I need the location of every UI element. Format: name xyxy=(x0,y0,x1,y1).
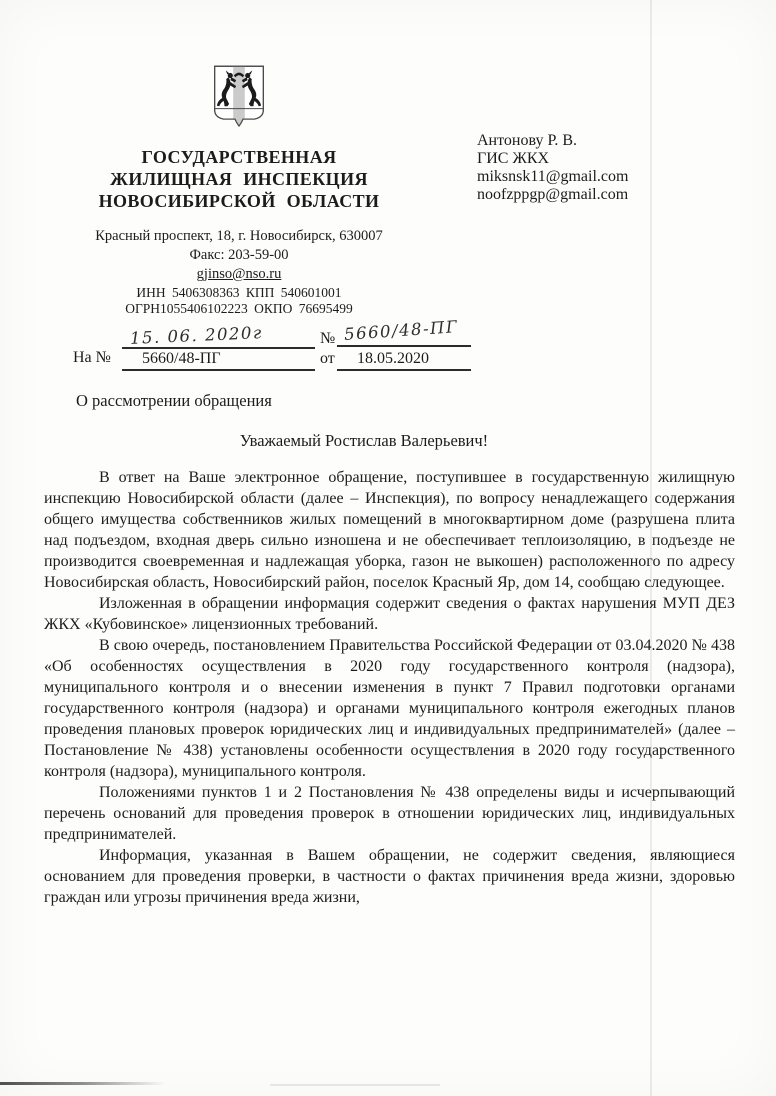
org-fax: Факс: 203-59-00 xyxy=(189,247,289,263)
outgoing-date-handwritten: 15. 06. 2020г xyxy=(129,323,264,348)
letterhead xyxy=(55,64,423,316)
org-name-line-3: НОВОСИБИРСКОЙ ОБЛАСТИ xyxy=(98,191,380,211)
recipient-name: Антонову Р. В. xyxy=(477,132,578,149)
date-underline xyxy=(122,347,315,349)
number-sign-label: № xyxy=(320,330,336,347)
incoming-number-underline xyxy=(122,369,315,371)
recipient-email-primary: miksnsk11@gmail.com xyxy=(477,168,629,185)
body-paragraph: В свою очередь, постановлением Правительства Российской Федерации от 03.04.2020 № 438 «Об особенностях осуществления в 2020 году государственного контроля (надзора), муниципального контроля и о внесении изменения в пункт 7 Правил подготовки органами государственного контроля (надзора) и органами муниципального контроля ежегодных планов проведения плановых проверок юридических лиц и индивидуальных предпринимателей» (далее – Постановление № 438) установлены особенности осуществления в 2020 году государственного контроля (надзора), муниципального контроля. xyxy=(44,637,735,780)
scan-artifact-bottom-smear xyxy=(0,1082,165,1085)
scan-artifact-bottom-faint-line xyxy=(270,1084,440,1086)
body-paragraph: Положениями пунктов 1 и 2 Постановления № 438 определены виды и исчерпывающий перечень оснований для проведения проверок в отношении юридических лиц, индивидуальных предпринимателей. xyxy=(44,784,735,843)
org-address: Красный проспект, 18, г. Новосибирск, 630007 xyxy=(95,228,383,244)
salutation: Уважаемый Ростислав Валерьевич! xyxy=(239,431,489,450)
body-paragraph: Изложенная в обращении информация содержит сведения о фактах нарушения МУП ДЕЗ ЖКХ «Кубовинское» лицензионных требований. xyxy=(44,595,735,633)
incoming-label: На № xyxy=(73,349,111,366)
incoming-number: 5660/48-ПГ xyxy=(142,350,221,367)
outgoing-number-handwritten: 5660/48-ПГ xyxy=(343,317,459,344)
org-name-line-2: ЖИЛИЩНАЯ ИНСПЕКЦИЯ xyxy=(110,169,368,189)
letter-body xyxy=(44,467,735,908)
incoming-date-underline xyxy=(337,369,471,371)
recipient-system: ГИС ЖКХ xyxy=(477,150,550,167)
from-label: от xyxy=(320,350,335,367)
body-paragraph: Информация, указанная в Вашем обращении, не содержит сведения, являющиеся основанием для проведения проверки, в частности о фактах причинения вреда жизни, здоровью граждан или угрозы причинения вреда жизни, xyxy=(44,847,735,906)
org-inn-kpp: ИНН 5406308363 КПП 540601001 xyxy=(136,285,342,300)
body-paragraph: В ответ на Ваше электронное обращение, поступившее в государственную жилищную инспекцию Новосибирской области (далее – Инспекция), по вопросу ненадлежащего содержания общего имущества собственников жилых помещений в многоквартирном доме (разрушена плита над подъездом, входная дверь сильно изношена и не обеспечивает теплоизоляцию, в подъезде не производится своевременная и надлежащая уборка, газон не выкошен) расположенного по адресу Новосибирская область, Новосибирский район, поселок Красный Яр, дом 14, сообщаю следующее. xyxy=(44,469,735,591)
number-underline xyxy=(337,345,471,347)
recipient-block xyxy=(477,132,628,204)
org-ogrn-okpo: ОГРН1055406102223 ОКПО 76695499 xyxy=(125,300,353,316)
org-name-line-1: ГОСУДАРСТВЕННАЯ xyxy=(141,147,337,167)
recipient-email-secondary: noofzppgp@gmail.com xyxy=(477,186,629,203)
subject-line: О рассмотрении обращения xyxy=(76,391,272,410)
incoming-date: 18.05.2020 xyxy=(357,350,429,367)
novosibirsk-oblast-coat-of-arms-icon xyxy=(210,64,268,130)
org-email: gjinso@nso.ru xyxy=(196,266,282,282)
